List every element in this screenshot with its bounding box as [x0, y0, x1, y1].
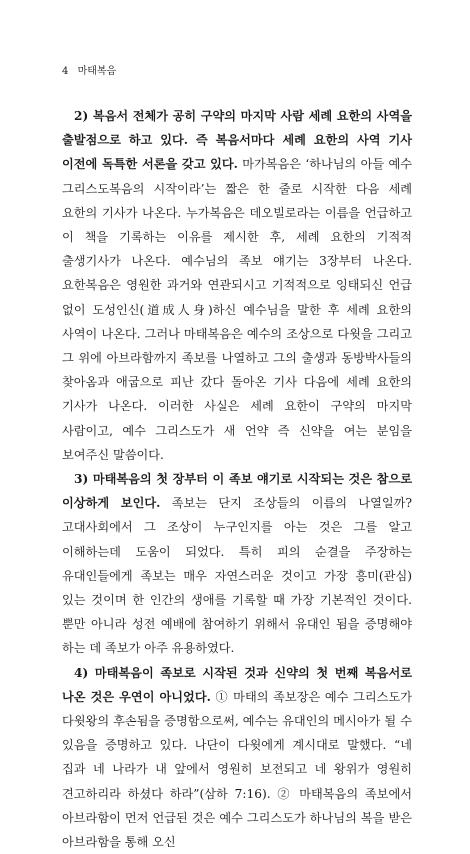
paragraph-3 [62, 467, 412, 661]
paragraph-4-body: ① 마태의 족보장은 예수 그리스도가 다윗왕의 후손됨을 증명함으로써, 예수는 유대인의 메시아가 될 수 있음을 증명하고 있다. 나단이 다윗에게 계시대로 말했다. “네 집과 네 나라가 내 앞에서 영원히 보전되고 네 왕위가 영원히 견고하리라 하셨다 하라”(삼하 7:16). ② 마태복음의 족보에서 아브라함이 먼저 언급된 것은 예수 그리스도가 하나님의 복을 받은 아브라함을 통해 오신 [62, 689, 412, 850]
paragraph-4-lead: 4) 마태복음이 족보로 시작된 것과 신약의 첫 번째 복음서로 나온 것은 우연이 아니었다. [62, 665, 412, 704]
paragraph-3-lead: 3) 마태복음의 첫 장부터 이 족보 얘기로 시작되는 것은 참으로 이상하게 보인다. [62, 472, 412, 511]
running-title: 마태복음 [77, 66, 117, 77]
page-number: 4 [62, 66, 69, 77]
paragraph-4 [62, 661, 412, 854]
paragraph-2-body: 마가복음은 ‘하나님의 아들 예수 그리스도복음의 시작이라’는 짧은 한 줄로 시작한 다음 세례 요한의 기사가 나온다. 누가복음은 데오빌로라는 이름을 언급하고 이 책을 기록하는 이유를 제시한 후, 세례 요한의 기적적 출생기사가 나온다. 예수님의 족보 얘기는 3장부터 나온다. 요한복음은 영원한 과거와 연관되시고 기적적으로 잉태되신 언급 없이 도성인신(道成人身)하신 예수님을 말한 후 세례 요한의 사역이 나온다. 그러나 마태복음은 예수의 조상으로 다윗을 그리고 그 위에 아브라함까지 족보를 나열하고 그의 출생과 동방박사들의 찾아옴과 애굽으로 피난 갔다 돌아온 기사 다음에 세례 요한의 기사가 나온다. 이러한 사실은 세례 요한이 구약의 마지막 사람이고, 예수 그리스도가 새 언약 즉 신약을 여는 분임을 보여주신 말씀이다. [62, 157, 412, 462]
paragraph-3-body: 족보는 단지 조상들의 이름의 나열일까? 고대사회에서 그 조상이 누구인지를 아는 것은 그를 알고 이해하는데 도움이 되었다. 특히 피의 순결을 주장하는 유대인들에게 족보는 매우 자연스러운 것이고 가장 흥미(관심)있는 것이며 한 인간의 생애를 기록할 때 가장 기본적인 것이다. 뿐만 아니라 성전 예배에 참여하기 위해서 유대인 됨을 증명해야 하는 데 족보가 아주 유용하였다. [62, 496, 412, 656]
body-text [62, 104, 412, 854]
paragraph-2-lead: 2) 복음서 전체가 공히 구약의 마지막 사람 세례 요한의 사역을 출발점으로 하고 있다. 즉 복음서마다 세례 요한의 사역 기사 이전에 독특한 서론을 갖고 있다. [62, 109, 412, 172]
paragraph-2 [62, 104, 412, 467]
page-header [62, 66, 116, 78]
